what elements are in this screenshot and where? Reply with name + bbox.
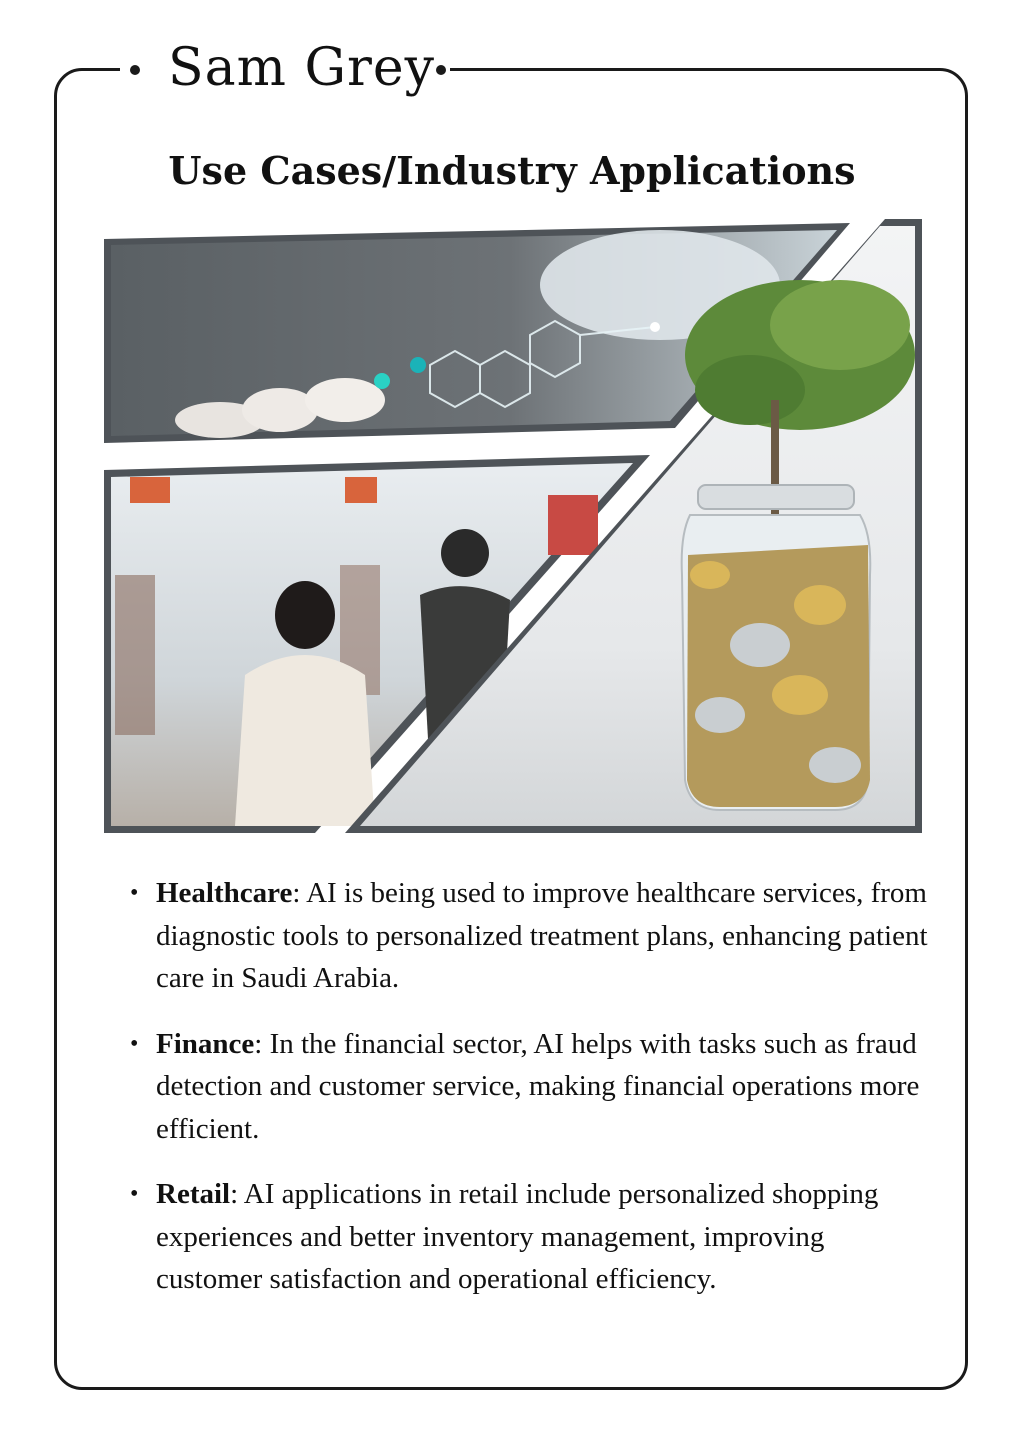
frame-dot-left (130, 65, 140, 75)
list-item-finance (130, 1023, 930, 1151)
item-description: : AI is being used to improve healthcare services, from diagnostic tools to personalized treatment plans, enhancing patient care in Saudi Arabia. (156, 877, 928, 994)
frame-dot-right (436, 65, 446, 75)
item-term: Retail (156, 1178, 231, 1210)
image-collage (100, 215, 922, 835)
list-item-retail (130, 1173, 930, 1301)
page-title: Use Cases/Industry Applications (168, 148, 856, 193)
item-term: Finance (156, 1027, 255, 1060)
use-case-list (130, 872, 930, 1324)
list-item-healthcare (130, 872, 930, 1000)
item-description: : In the financial sector, AI helps with tasks such as fraud detection and customer service, making financial operations more efficient. (156, 1027, 920, 1145)
item-description: : AI applications in retail include personalized shopping experiences and better inventory management, improving customer satisfaction and operational efficiency. (156, 1178, 879, 1295)
item-term: Healthcare (156, 877, 293, 909)
author-name: Sam Grey (168, 38, 436, 98)
